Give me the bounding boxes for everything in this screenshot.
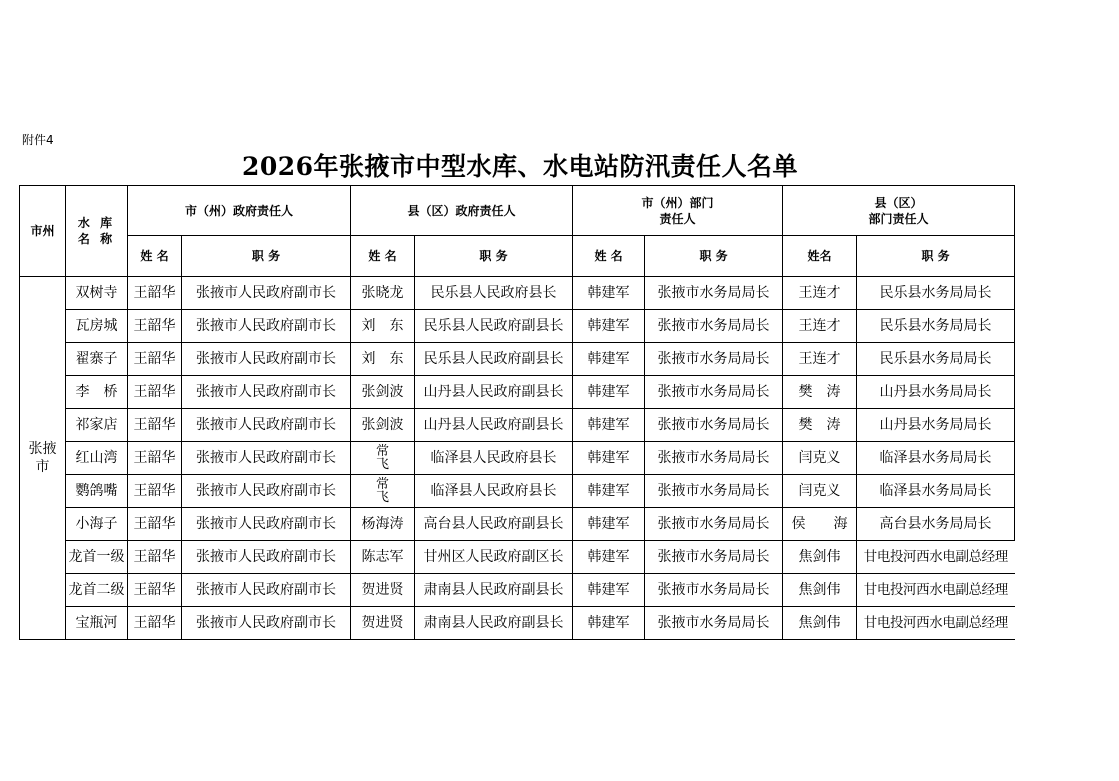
header-post: 职 务 — [182, 236, 351, 277]
city-gov-post: 张掖市人民政府副市长 — [182, 376, 351, 409]
city-gov-name: 王韶华 — [128, 277, 182, 310]
city-dept-post: 张掖市水务局局长 — [645, 343, 783, 376]
city-dept-post: 张掖市水务局局长 — [645, 442, 783, 475]
reservoir-name: 宝瓶河 — [66, 607, 128, 640]
city-gov-post: 张掖市人民政府副市长 — [182, 574, 351, 607]
header-name: 姓 名 — [128, 236, 182, 277]
county-dept-name: 侯 海 — [783, 508, 857, 541]
city-dept-name: 韩建军 — [573, 574, 645, 607]
county-gov-post: 临泽县人民政府县长 — [415, 475, 573, 508]
city-dept-post: 张掖市水务局局长 — [645, 376, 783, 409]
city-dept-name: 韩建军 — [573, 409, 645, 442]
city-dept-post: 张掖市水务局局长 — [645, 475, 783, 508]
city-dept-post: 张掖市水务局局长 — [645, 409, 783, 442]
county-gov-post: 山丹县人民政府副县长 — [415, 409, 573, 442]
city-gov-name: 王韶华 — [128, 508, 182, 541]
table-row — [20, 310, 1015, 343]
county-dept-post: 甘电投河西水电副总经理 — [857, 541, 1015, 574]
table-row — [20, 508, 1015, 541]
city-gov-name: 王韶华 — [128, 310, 182, 343]
county-gov-name: 杨海涛 — [351, 508, 415, 541]
county-dept-post: 山丹县水务局局长 — [857, 409, 1015, 442]
city-gov-post: 张掖市人民政府副市长 — [182, 541, 351, 574]
city-gov-post: 张掖市人民政府副市长 — [182, 475, 351, 508]
county-gov-name: 刘 东 — [351, 343, 415, 376]
table-row — [20, 442, 1015, 475]
city-gov-name: 王韶华 — [128, 343, 182, 376]
county-gov-post: 高台县人民政府副县长 — [415, 508, 573, 541]
county-dept-post: 山丹县水务局局长 — [857, 376, 1015, 409]
county-dept-name: 闫克义 — [783, 442, 857, 475]
header-city-gov: 市（州）政府责任人 — [128, 186, 351, 236]
reservoir-name: 鹦鸽嘴 — [66, 475, 128, 508]
reservoir-name: 双树寺 — [66, 277, 128, 310]
city-gov-name: 王韶华 — [128, 475, 182, 508]
city-dept-post: 张掖市水务局局长 — [645, 607, 783, 640]
county-dept-name: 闫克义 — [783, 475, 857, 508]
table-row — [20, 376, 1015, 409]
city-dept-name: 韩建军 — [573, 607, 645, 640]
county-dept-post: 临泽县水务局局长 — [857, 442, 1015, 475]
city-dept-name: 韩建军 — [573, 442, 645, 475]
reservoir-name: 李 桥 — [66, 376, 128, 409]
city-dept-name: 韩建军 — [573, 541, 645, 574]
document-title: 2026年张掖市中型水库、水电站防汛责任人名单 — [241, 152, 799, 181]
header-city: 市州 — [20, 186, 66, 277]
table-row — [20, 343, 1015, 376]
header-county-gov: 县（区）政府责任人 — [351, 186, 573, 236]
county-gov-name: 常 飞 — [351, 475, 415, 508]
city-gov-name: 王韶华 — [128, 607, 182, 640]
county-gov-post: 民乐县人民政府副县长 — [415, 343, 573, 376]
attachment-label: 附件4 — [22, 133, 54, 147]
county-dept-name: 王连才 — [783, 343, 857, 376]
table-row — [20, 409, 1015, 442]
county-dept-name: 樊 涛 — [783, 376, 857, 409]
county-gov-name: 常 飞 — [351, 442, 415, 475]
reservoir-name: 红山湾 — [66, 442, 128, 475]
county-dept-post: 临泽县水务局局长 — [857, 475, 1015, 508]
header-name: 姓 名 — [573, 236, 645, 277]
responsibility-table — [19, 185, 1015, 640]
city-dept-post: 张掖市水务局局长 — [645, 310, 783, 343]
city-dept-post: 张掖市水务局局长 — [645, 508, 783, 541]
reservoir-name: 龙首二级 — [66, 574, 128, 607]
header-city-dept: 市（州）部门 责任人 — [573, 186, 783, 236]
header-county-dept: 县（区） 部门责任人 — [783, 186, 1015, 236]
county-gov-post: 肃南县人民政府副县长 — [415, 574, 573, 607]
header-name: 姓 名 — [351, 236, 415, 277]
county-dept-post: 甘电投河西水电副总经理 — [857, 574, 1015, 607]
county-dept-post: 民乐县水务局局长 — [857, 343, 1015, 376]
reservoir-name: 瓦房城 — [66, 310, 128, 343]
table-row — [20, 541, 1015, 574]
city-dept-name: 韩建军 — [573, 343, 645, 376]
city-gov-name: 王韶华 — [128, 442, 182, 475]
city-gov-name: 王韶华 — [128, 376, 182, 409]
header-post: 职 务 — [857, 236, 1015, 277]
county-gov-post: 肃南县人民政府副县长 — [415, 607, 573, 640]
city-dept-post: 张掖市水务局局长 — [645, 541, 783, 574]
city-gov-post: 张掖市人民政府副市长 — [182, 277, 351, 310]
city-gov-post: 张掖市人民政府副市长 — [182, 409, 351, 442]
header-post: 职 务 — [645, 236, 783, 277]
county-dept-post: 高台县水务局局长 — [857, 508, 1015, 541]
county-gov-post: 民乐县人民政府副县长 — [415, 310, 573, 343]
city-gov-post: 张掖市人民政府副市长 — [182, 343, 351, 376]
city-gov-name: 王韶华 — [128, 409, 182, 442]
county-dept-name: 焦剑伟 — [783, 541, 857, 574]
county-gov-name: 贺进贤 — [351, 607, 415, 640]
city-dept-name: 韩建军 — [573, 475, 645, 508]
county-gov-name: 张剑波 — [351, 409, 415, 442]
table-row — [20, 574, 1015, 607]
city-dept-name: 韩建军 — [573, 508, 645, 541]
county-gov-name: 陈志军 — [351, 541, 415, 574]
county-dept-name: 樊 涛 — [783, 409, 857, 442]
city-gov-post: 张掖市人民政府副市长 — [182, 607, 351, 640]
county-gov-post: 临泽县人民政府县长 — [415, 442, 573, 475]
city-dept-name: 韩建军 — [573, 277, 645, 310]
reservoir-name: 小海子 — [66, 508, 128, 541]
county-gov-name: 刘 东 — [351, 310, 415, 343]
reservoir-name: 龙首一级 — [66, 541, 128, 574]
county-dept-post: 民乐县水务局局长 — [857, 277, 1015, 310]
city-dept-name: 韩建军 — [573, 376, 645, 409]
county-gov-post: 民乐县人民政府县长 — [415, 277, 573, 310]
header-post: 职 务 — [415, 236, 573, 277]
county-dept-post: 甘电投河西水电副总经理 — [857, 607, 1015, 640]
county-dept-name: 王连才 — [783, 310, 857, 343]
city-gov-post: 张掖市人民政府副市长 — [182, 310, 351, 343]
city-gov-post: 张掖市人民政府副市长 — [182, 442, 351, 475]
table-row — [20, 475, 1015, 508]
city-gov-name: 王韶华 — [128, 541, 182, 574]
county-gov-name: 张剑波 — [351, 376, 415, 409]
city-dept-post: 张掖市水务局局长 — [645, 277, 783, 310]
city-dept-post: 张掖市水务局局长 — [645, 574, 783, 607]
county-dept-name: 王连才 — [783, 277, 857, 310]
county-gov-post: 甘州区人民政府副区长 — [415, 541, 573, 574]
county-dept-name: 焦剑伟 — [783, 607, 857, 640]
county-dept-name: 焦剑伟 — [783, 574, 857, 607]
reservoir-name: 祁家店 — [66, 409, 128, 442]
county-dept-post: 民乐县水务局局长 — [857, 310, 1015, 343]
city-gov-post: 张掖市人民政府副市长 — [182, 508, 351, 541]
county-gov-name: 贺进贤 — [351, 574, 415, 607]
header-name: 姓名 — [783, 236, 857, 277]
county-gov-post: 山丹县人民政府副县长 — [415, 376, 573, 409]
city-dept-name: 韩建军 — [573, 310, 645, 343]
city-cell: 张掖市 — [20, 277, 66, 640]
header-reservoir: 水 库 名 称 — [66, 186, 128, 277]
table-row — [20, 277, 1015, 310]
reservoir-name: 翟寨子 — [66, 343, 128, 376]
county-gov-name: 张晓龙 — [351, 277, 415, 310]
city-gov-name: 王韶华 — [128, 574, 182, 607]
table-row — [20, 607, 1015, 640]
